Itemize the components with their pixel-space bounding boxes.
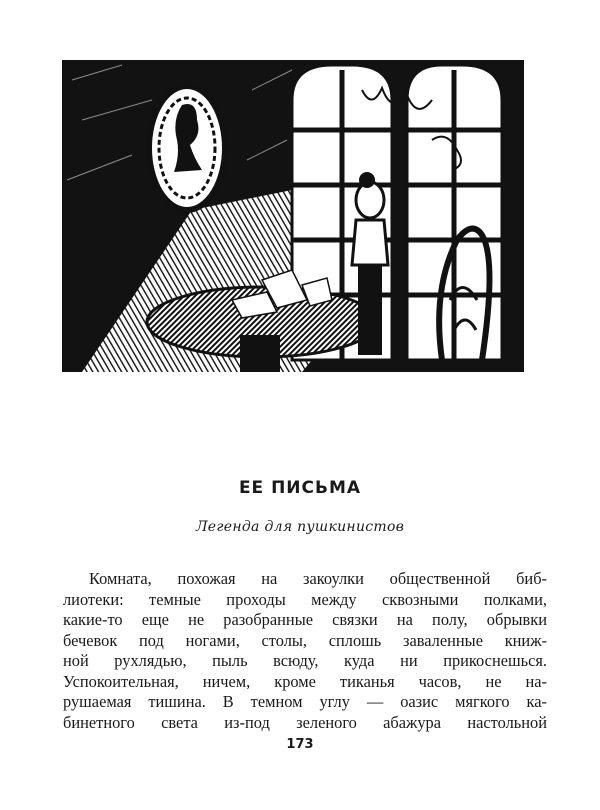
text-line: Комната, похожая на закоулки общественной биб-	[89, 569, 547, 588]
portrait-frame	[149, 86, 225, 210]
text-line: лиотеки: темные проходы между сквозными полками,	[63, 589, 547, 609]
chapter-title: ЕЕ ПИСЬМА	[238, 478, 362, 498]
text-line: Успокоительная, ничем, кроме тиканья часов, не на-	[63, 671, 547, 691]
text-line: какие-то еще не разобранные связки на полу, обрывки	[63, 610, 547, 629]
text-line: ной рухлядью, пыль всюду, куда ни прикоснешься.	[63, 651, 547, 670]
text-line: рушаемая тишина. В темном углу — оазис мягкого ка-	[63, 692, 547, 711]
vignette-illustration	[62, 60, 524, 372]
page-number: 173	[286, 737, 314, 752]
text-line: бечевок под ногами, столы, сплошь заваленные книж-	[63, 630, 547, 650]
text-line: бинетного света из-под зеленого абажура настольной	[63, 712, 547, 732]
chapter-subtitle: Легенда для пушкинистов	[195, 519, 405, 535]
body-paragraph	[63, 569, 547, 733]
